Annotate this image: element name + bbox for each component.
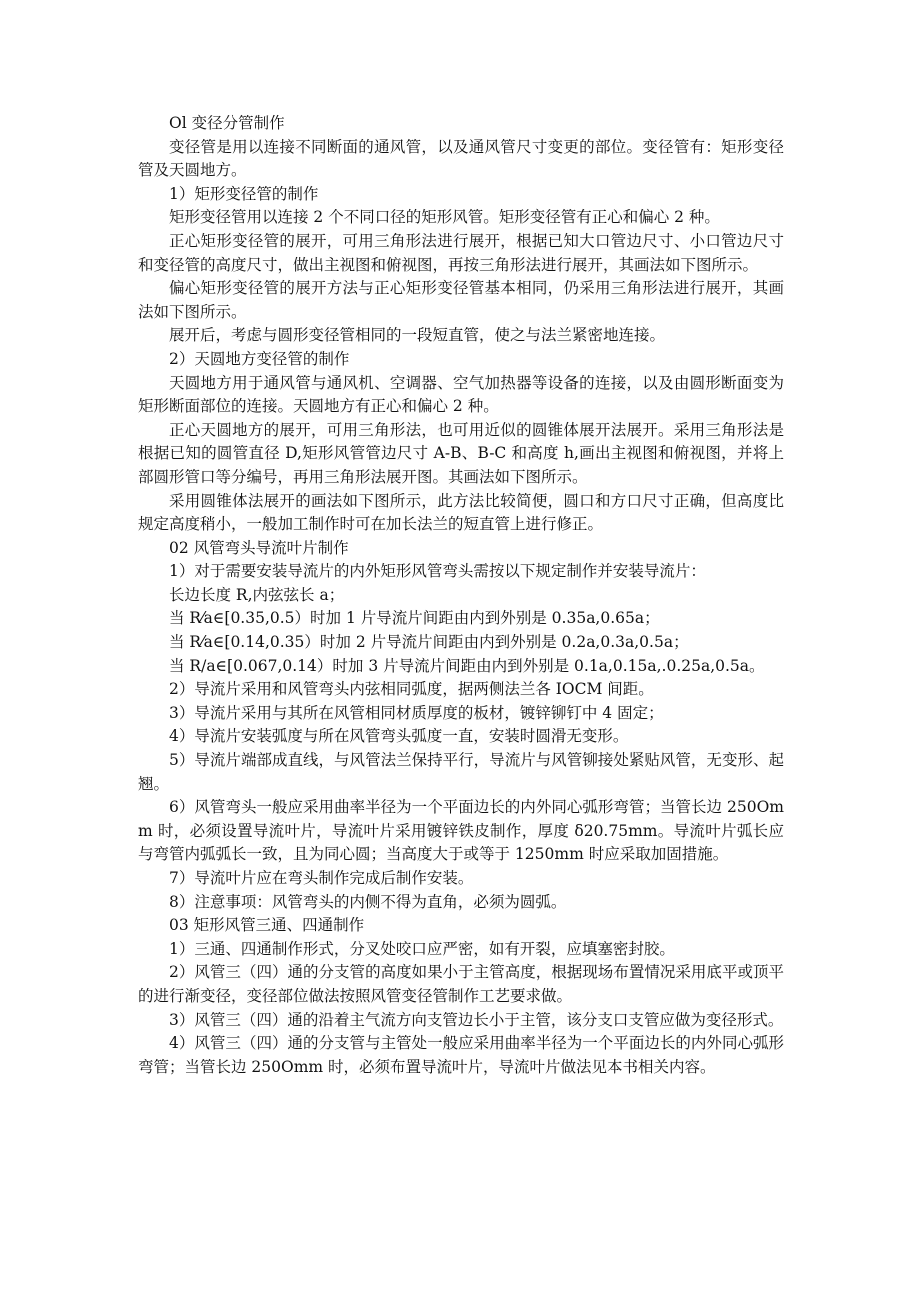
paragraph: 长边长度 R,内弦弦长 a；	[169, 585, 345, 604]
paragraph: 展开后，考虑与圆形变径管相同的一段短直管，使之与法兰紧密地连接。	[169, 326, 666, 345]
list-item: 2）导流片采用和风管弯头内弦相同弧度，据两侧法兰各 IOCM 间距。	[169, 680, 654, 699]
paragraph: 正心矩形变径管的展开，可用三角形法进行展开，根据已知大口管边尺寸、小口管边尺寸和变径管的高度尺寸，做出主视图和俯视图，再按三角形法进行展开，其画法如下图所示。	[138, 231, 784, 274]
document-body	[138, 112, 784, 1079]
formula-line: 当 R/a∈[0.067,0.14）时加 3 片导流片间距由内到外别是 0.1a,0.15a,.0.25a,0.5a。	[169, 656, 765, 675]
list-item: 1）对于需要安装导流片的内外矩形风管弯头需按以下规定制作并安装导流片：	[169, 562, 706, 581]
paragraph: 天圆地方用于通风管与通风机、空调器、空气加热器等设备的连接，以及由圆形断面变为矩形断面部位的连接。天圆地方有正心和偏心 2 种。	[138, 373, 784, 416]
list-item: 4）导流片安装弧度与所在风管弯头弧度一直，安装时圆滑无变形。	[169, 727, 629, 746]
list-item: 1）三通、四通制作形式，分叉处咬口应严密，如有开裂，应填塞密封胶。	[169, 939, 675, 958]
list-item: 3）风管三（四）通的沿着主气流方向支管边长小于主管，该分支口支管应做为变径形式。	[169, 1010, 784, 1029]
paragraph: 采用圆锥体法展开的画法如下图所示，此方法比较简便，圆口和方口尺寸正确，但高度比规定高度稍小，一般加工制作时可在加长法兰的短直管上进行修正。	[138, 491, 784, 534]
section-heading: 03 矩形风管三通、四通制作	[169, 916, 365, 935]
section-heading: 02 风管弯头导流叶片制作	[169, 538, 349, 557]
list-item: 7）导流叶片应在弯头制作完成后制作安装。	[169, 869, 474, 887]
list-item: 6）风管弯头一般应采用曲率半径为一个平面边长的内外同心弧形弯管；当管长边 250Omm 时，必须设置导流叶片，导流叶片采用镀锌铁皮制作，厚度 δ20.75mm。导流叶片弧长应与弯管内弧弧长一致，且为同心圆；当高度大于或等于 1250mm 时应采取加固措施。	[138, 798, 784, 864]
list-item: 5）导流片端部成直线，与风管法兰保持平行，导流片与风管铆接处紧贴风管，无变形、起翘。	[138, 751, 784, 793]
formula-line: 当 R⁄a∈[0.14,0.35）时加 2 片导流片间距由内到外别是 0.2a,0.3a,0.5a；	[169, 633, 689, 652]
subsection-heading: 1）矩形变径管的制作	[169, 184, 319, 203]
paragraph: 变径管是用以连接不同断面的通风管，以及通风管尺寸变更的部位。变径管有：矩形变径管及天圆地方。	[138, 137, 784, 180]
paragraph: 正心天圆地方的展开，可用三角形法，也可用近似的圆锥体展开法展开。采用三角形法是根据已知的圆管直径 D,矩形风管管边尺寸 A-B、B-C 和高度 h,画出主视图和俯视图，并将上部圆形管口等分编号，再用三角形法展开图。其画法如下图所示。	[138, 420, 784, 486]
list-item: 2）风管三（四）通的分支管的高度如果小于主管高度，根据现场布置情况采用底平或顶平的进行渐变径，变径部位做法按照风管变径管制作工艺要求做。	[138, 963, 784, 1005]
subsection-heading: 2）天圆地方变径管的制作	[169, 349, 350, 368]
list-item: 8）注意事项：风管弯头的内侧不得为直角，必须为圆弧。	[169, 892, 567, 911]
paragraph: 偏心矩形变径管的展开方法与正心矩形变径管基本相同，仍采用三角形法进行展开，其画法如下图所示。	[138, 279, 784, 321]
list-item: 4）风管三（四）通的分支管与主管处一般应采用曲率半径为一个平面边长的内外同心弧形弯管；当管长边 250Omm 时，必须布置导流叶片，导流叶片做法见本书相关内容。	[138, 1034, 784, 1076]
list-item: 3）导流片采用与其所在风管相同材质厚度的板材，镀锌铆钉中 4 固定；	[169, 703, 664, 722]
formula-line: 当 R⁄a∈[0.35,0.5）时加 1 片导流片间距由内到外别是 0.35a,0.65a；	[169, 609, 660, 628]
section-heading: Ol 变径分管制作	[169, 114, 285, 132]
paragraph: 矩形变径管用以连接 2 个不同口径的矩形风管。矩形变径管有正心和偏心 2 种。	[169, 208, 720, 227]
